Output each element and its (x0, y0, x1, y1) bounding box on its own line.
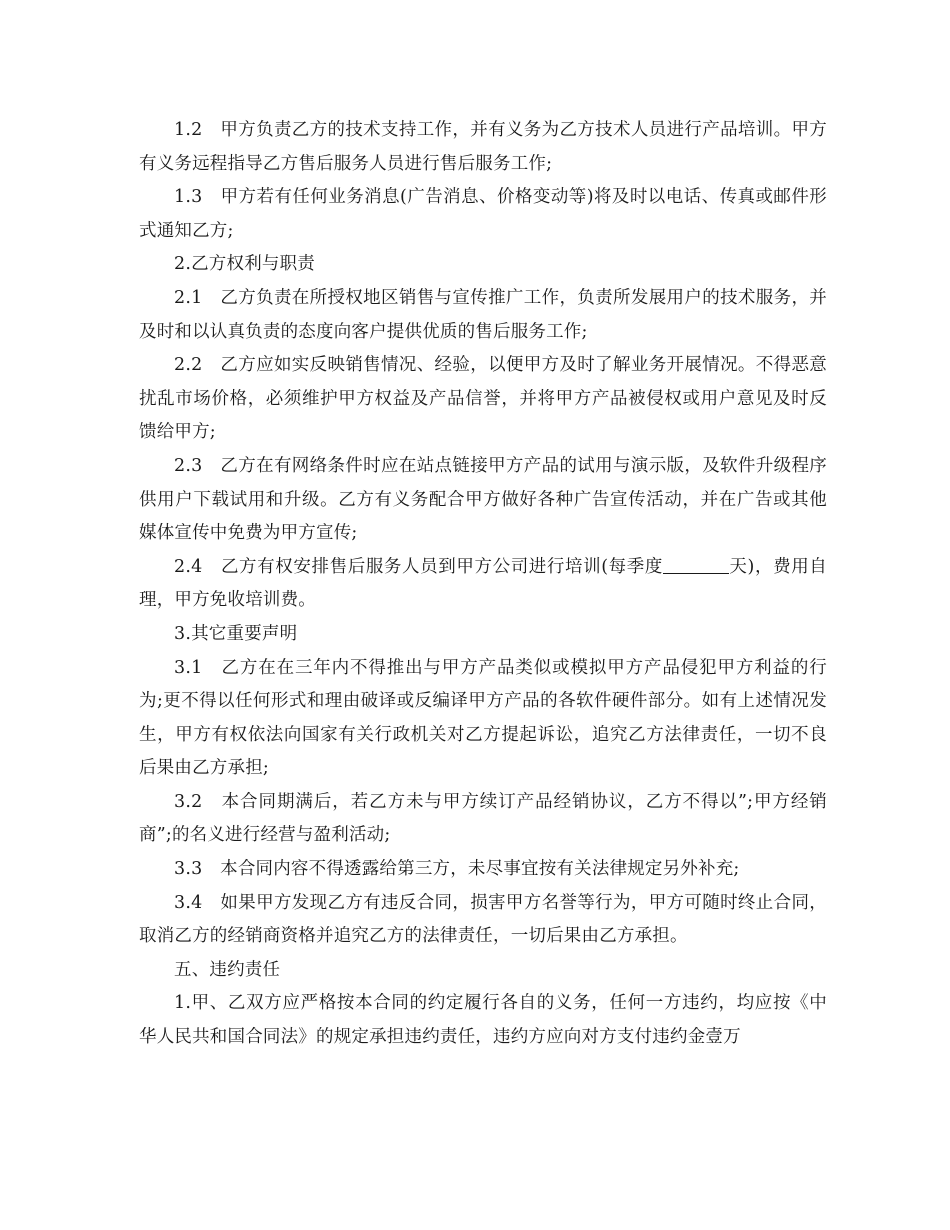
document-body (139, 114, 827, 1055)
paragraph-2-2: 2.2 乙方应如实反映销售情况、经验，以便甲方及时了解业务开展情况。不得恶意扰乱市场价格，必须维护甲方权益及产品信誉，并将甲方产品被侵权或用户意见及时反馈给甲方; (139, 355, 827, 443)
paragraph-breach-1: 1.甲、乙双方应严格按本合同的约定履行各自的义务，任何一方违约，均应按《中华人民共和国合同法》的规定承担违约责任，违约方应向对方支付违约金壹万 (139, 993, 827, 1048)
paragraph-2-4-part-2: 天)，费用自理，甲方免收培训费。 (139, 556, 827, 611)
paragraph-3-4: 3.4 如果甲方发现乙方有违反合同，损害甲方名誉等行为，甲方可随时终止合同，取消乙方的经销商资格并追究乙方的法律责任，一切后果由乙方承担。 (139, 892, 827, 947)
paragraph-1-2: 1.2 甲方负责乙方的技术支持工作，并有义务为乙方技术人员进行产品培训。甲方有义务远程指导乙方售后服务人员进行售后服务工作; (139, 120, 827, 174)
paragraph-3-3: 3.3 本合同内容不得透露给第三方，未尽事宜按有关法律规定另外补充; (174, 859, 740, 880)
paragraph-1-3: 1.3 甲方若有任何业务消息(广告消息、价格变动等)将及时以电话、传真或邮件形式通知乙方; (139, 187, 827, 241)
paragraph-2-4-part-1: 2.4 乙方有权安排售后服务人员到甲方公司进行培训(每季度 (174, 556, 664, 577)
section-heading-breach-liability: 五、违约责任 (174, 959, 281, 980)
section-heading-party-b-rights: 2.乙方权利与职责 (174, 254, 315, 275)
section-heading-other-statements: 3.其它重要声明 (174, 623, 298, 644)
fill-in-blank (663, 555, 729, 574)
paragraph-3-1: 3.1 乙方在在三年内不得推出与甲方产品类似或模拟甲方产品侵犯甲方利益的行为;更不得以任何形式和理由破译或反编译甲方产品的各软件硬件部分。如有上述情况发生，甲方有权依法向国家有关行政机关对乙方提起诉讼，追究乙方法律责任，一切不良后果由乙方承担; (139, 657, 827, 779)
paragraph-2-3: 2.3 乙方在有网络条件时应在站点链接甲方产品的试用与演示版，及软件升级程序供用户下载试用和升级。乙方有义务配合甲方做好各种广告宣传活动，并在广告或其他媒体宣传中免费为甲方宣传; (139, 455, 827, 544)
paragraph-3-2: 3.2 本合同期满后，若乙方未与甲方续订产品经销协议，乙方不得以”;甲方经销商”;的名义进行经营与盈利活动; (139, 791, 827, 846)
paragraph-2-4 (139, 551, 827, 618)
paragraph-2-1: 2.1 乙方负责在所授权地区销售与宣传推广工作，负责所发展用户的技术服务，并及时和以认真负责的态度向客户提供优质的售后服务工作; (139, 287, 827, 342)
